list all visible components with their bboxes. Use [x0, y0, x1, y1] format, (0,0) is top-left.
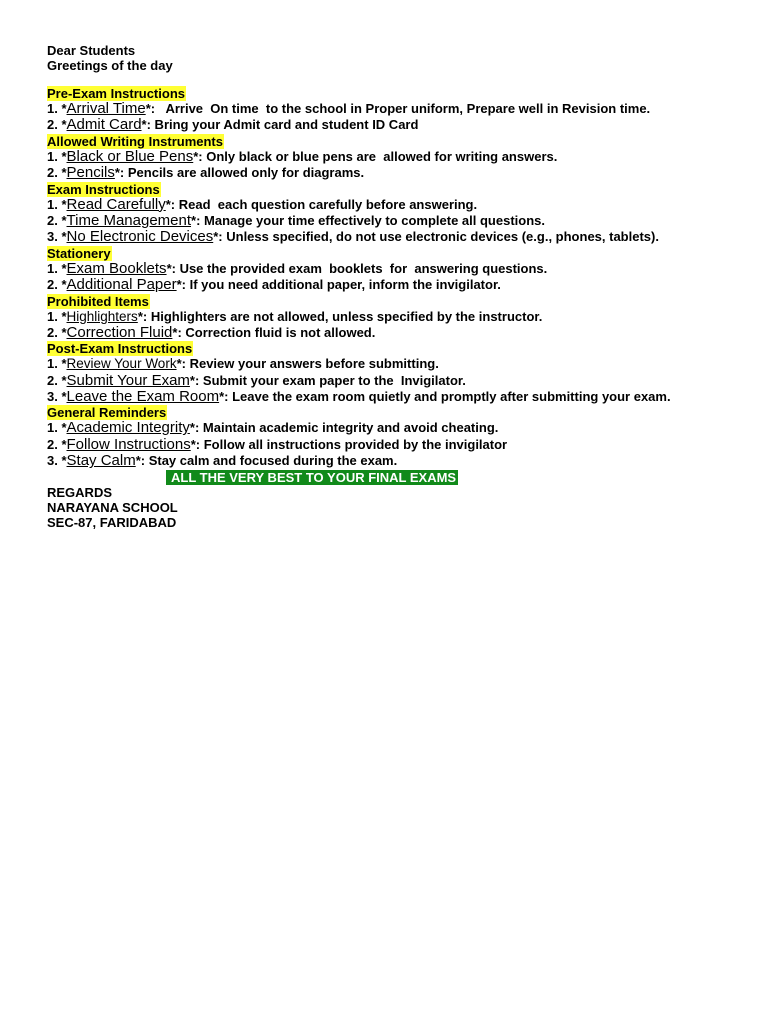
item-number: 1. *: [47, 420, 67, 436]
item-number: 1. *: [47, 148, 67, 164]
item-number: 2. *: [47, 117, 67, 133]
item-description: Use the provided exam booklets for answering questions.: [175, 260, 548, 276]
signoff-address: SEC-87, FARIDABAD: [47, 514, 177, 530]
item-title: Follow Instructions: [66, 435, 191, 453]
document-body: [47, 43, 747, 530]
item-title-suffix: *:: [213, 229, 223, 245]
item-title-suffix: *:: [189, 420, 200, 436]
item-number: 3. *: [47, 229, 67, 245]
item-title-suffix: *:: [193, 148, 203, 164]
spacer: [47, 73, 747, 86]
section-heading: [47, 86, 747, 101]
item-number: 1. *: [47, 260, 67, 276]
section-heading-text: Stationery: [47, 245, 111, 261]
instruction-item: [47, 213, 747, 229]
instruction-item: [47, 309, 747, 325]
section-heading-text: Prohibited Items: [47, 293, 149, 309]
item-title-suffix: *:: [141, 117, 151, 133]
instruction-item: [47, 420, 747, 436]
section-heading: [47, 134, 747, 149]
section-heading: [47, 182, 747, 197]
item-number: 3. *: [47, 389, 67, 405]
item-title-suffix: *:: [135, 453, 146, 469]
section-heading-text: Post-Exam Instructions: [47, 341, 193, 357]
signoff-school: NARAYANA SCHOOL: [47, 499, 178, 515]
item-title: No Electronic Devices: [66, 228, 214, 246]
item-title-suffix: *:: [176, 277, 186, 293]
item-description: Stay calm and focused during the exam.: [145, 453, 398, 469]
item-title: Stay Calm: [66, 452, 136, 470]
instruction-item: [47, 165, 747, 181]
item-description: Follow all instructions provided by the invigilator: [200, 436, 508, 452]
item-number: 1. *: [47, 308, 67, 324]
instruction-item: [47, 453, 747, 469]
section-heading-text: Allowed Writing Instruments: [47, 133, 223, 149]
item-description: Manage your time effectively to complete all questions.: [200, 212, 545, 228]
item-title-suffix: *:: [114, 165, 125, 181]
item-number: 3. *: [47, 453, 67, 469]
item-description: Pencils are allowed only for diagrams.: [124, 165, 365, 181]
item-title: Leave the Exam Room: [66, 388, 220, 406]
item-title-suffix: *:: [165, 196, 176, 212]
item-title: Correction Fluid: [66, 323, 173, 341]
instruction-item: [47, 356, 747, 372]
signoff-regards: REGARDS: [47, 484, 113, 500]
instruction-item: [47, 277, 747, 293]
instruction-item: [47, 101, 747, 117]
section-heading-text: Pre-Exam Instructions: [47, 86, 185, 101]
item-description: Maintain academic integrity and avoid cheating.: [199, 420, 499, 436]
instruction-item: [47, 197, 747, 213]
item-title: Pencils: [66, 164, 115, 182]
item-number: 2. *: [47, 324, 67, 340]
item-description: Arrive On time to the school in Proper uniform, Prepare well in Revision time.: [155, 101, 651, 116]
instruction-item: [47, 437, 747, 453]
instruction-item: [47, 373, 747, 389]
item-title-suffix: *:: [137, 308, 148, 324]
item-description: Only black or blue pens are allowed for writing answers.: [202, 148, 558, 164]
instruction-sections: [47, 86, 747, 470]
instruction-item: [47, 229, 747, 245]
item-title-suffix: *:: [190, 436, 201, 452]
item-title: Highlighters: [66, 308, 138, 324]
item-number: 1. *: [47, 356, 67, 372]
item-number: 2. *: [47, 372, 67, 388]
item-description: Unless specified, do not use electronic devices (e.g., phones, tablets).: [222, 229, 659, 245]
item-title: Submit Your Exam: [66, 371, 190, 389]
item-title: Review Your Work: [66, 356, 177, 372]
section-heading: [47, 294, 747, 309]
section-heading-text: General Reminders: [47, 405, 167, 421]
item-title: Time Management: [66, 211, 192, 229]
item-number: 2. *: [47, 436, 67, 452]
item-title: Exam Booklets: [66, 259, 167, 277]
salutation: Dear Students: [47, 43, 136, 58]
item-number: 2. *: [47, 212, 67, 228]
item-description: Submit your exam paper to the Invigilator.: [199, 372, 466, 388]
instruction-item: [47, 325, 747, 341]
item-title-suffix: *:: [189, 372, 200, 388]
best-wishes-banner: ALL THE VERY BEST TO YOUR FINAL EXAMS: [166, 470, 458, 485]
instruction-item: [47, 389, 747, 405]
item-description: Highlighters are not allowed, unless specified by the instructor.: [147, 308, 543, 324]
item-title: Arrival Time: [66, 100, 146, 117]
item-description: Review your answers before submitting.: [185, 356, 439, 372]
item-title: Additional Paper: [66, 276, 177, 294]
item-number: 1. *: [47, 101, 67, 116]
item-title-suffix: *:: [166, 260, 176, 276]
banner-row: [47, 470, 747, 485]
item-title-suffix: *:: [191, 212, 201, 228]
item-description: Correction fluid is not allowed.: [181, 324, 376, 340]
instruction-item: [47, 149, 747, 165]
item-title-suffix: *:: [219, 389, 229, 405]
section-heading: [47, 341, 747, 356]
item-title-suffix: *:: [176, 356, 186, 372]
item-number: 2. *: [47, 277, 67, 293]
instruction-item: [47, 117, 747, 133]
item-description: Bring your Admit card and student ID Card: [150, 117, 419, 133]
section-heading: [47, 405, 747, 420]
item-description: Leave the exam room quietly and promptly after submitting your exam.: [228, 389, 671, 405]
section-heading-text: Exam Instructions: [47, 181, 160, 197]
item-title-suffix: *:: [145, 101, 156, 116]
item-description: If you need additional paper, inform the invigilator.: [185, 277, 501, 293]
item-description: Read each question carefully before answering.: [175, 196, 478, 212]
item-number: 2. *: [47, 165, 67, 181]
instruction-item: [47, 261, 747, 277]
item-title: Black or Blue Pens: [66, 147, 194, 165]
item-title-suffix: *:: [172, 324, 182, 340]
section-heading: [47, 246, 747, 261]
item-title: Academic Integrity: [66, 419, 190, 437]
item-title: Admit Card: [66, 116, 142, 134]
item-title: Read Carefully: [66, 195, 166, 213]
item-number: 1. *: [47, 196, 67, 212]
greeting-line: Greetings of the day: [47, 58, 173, 73]
